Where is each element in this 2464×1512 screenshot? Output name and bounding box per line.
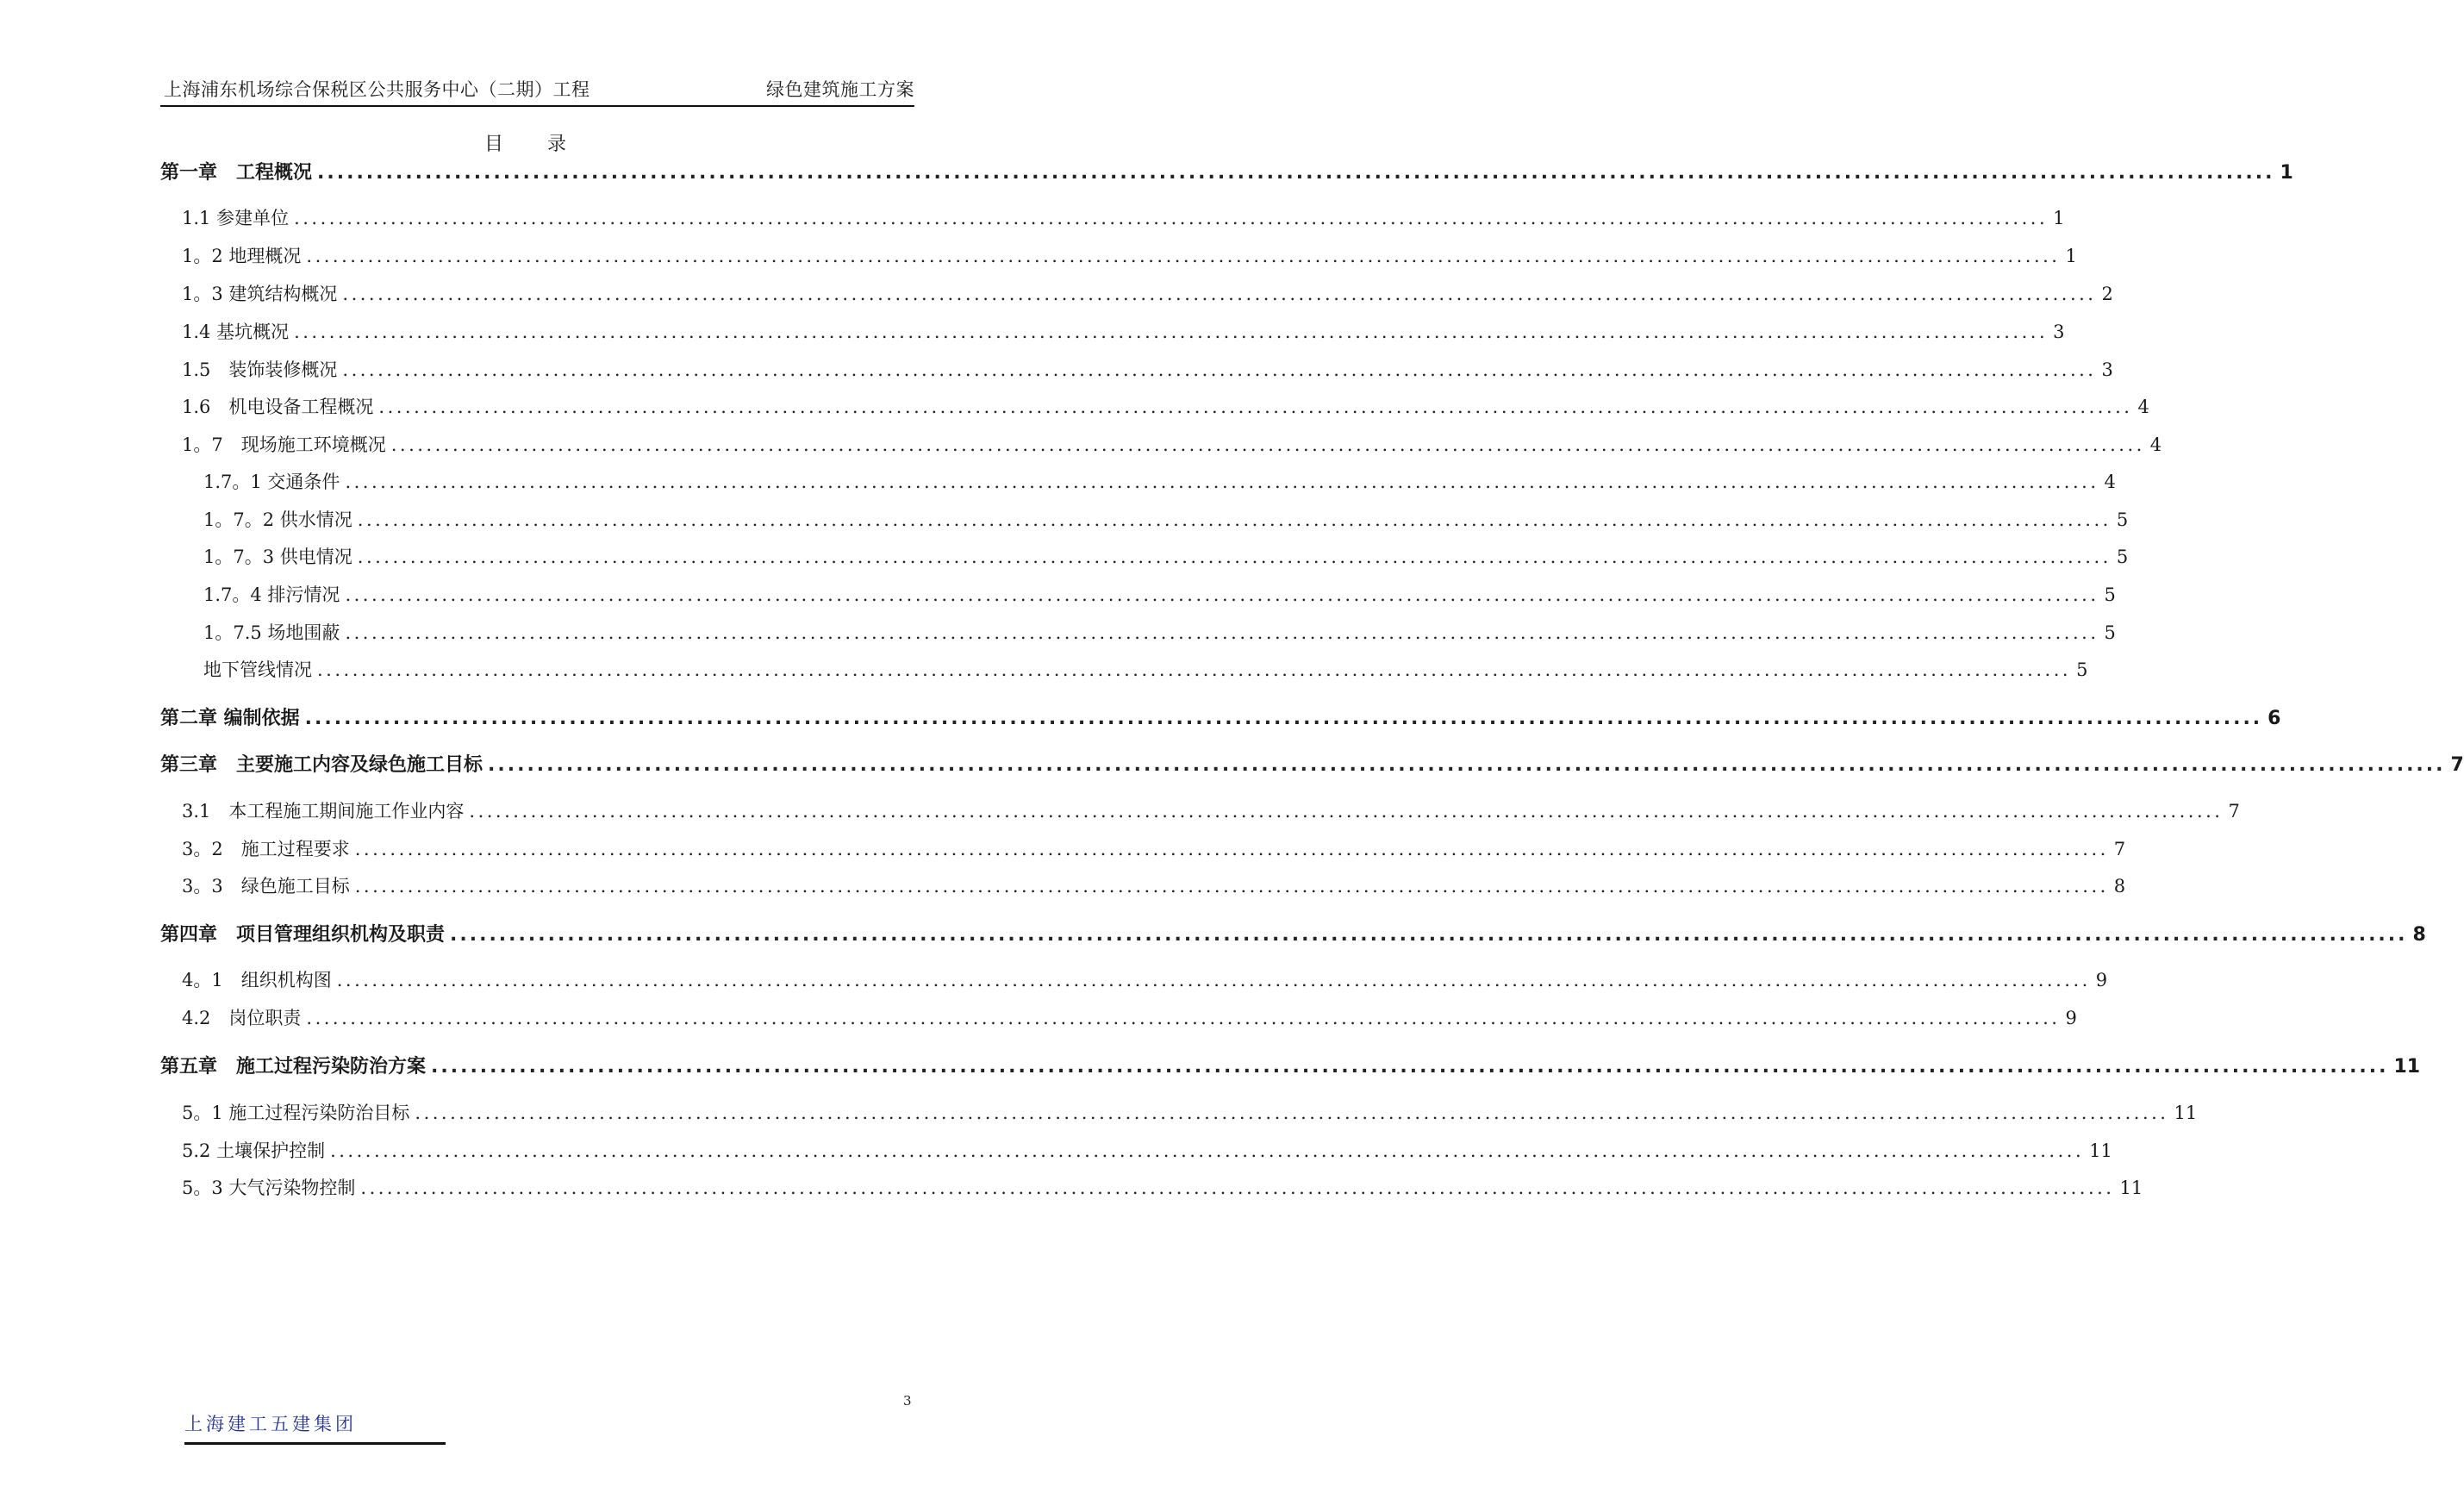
header-project-title: 上海浦东机场综合保税区公共服务中心（二期）工程 [164, 79, 590, 100]
toc-section-entry[interactable] [182, 835, 2126, 863]
toc-leader-dots: ........................................................................................................................................................................................................ [415, 1103, 2169, 1123]
footer-company-name: 上海建工五建集团 [184, 1414, 357, 1434]
toc-leader-dots: ........................................................................................................................................................................................................ [317, 659, 2072, 680]
toc-entry-page-number: 8 [2412, 924, 2426, 946]
toc-section-entry[interactable] [182, 1099, 2198, 1127]
toc-leader-dots: ........................................................................................................................................................................................................ [469, 801, 2224, 822]
toc-entry-page-number: 7 [2450, 754, 2464, 776]
toc-entry-label: 1.6 机电设备工程概况 [182, 397, 374, 417]
toc-entry-label: 1。3 建筑结构概况 [182, 284, 338, 304]
toc-section-entry[interactable] [182, 318, 2065, 346]
toc-entry-page-number: 5 [2116, 509, 2129, 530]
toc-section-entry[interactable] [182, 393, 2149, 421]
toc-entry-page-number: 5 [2104, 622, 2116, 643]
toc-leader-dots: ........................................................................................................................................................................................................ [345, 584, 2099, 605]
toc-entry-page-number: 4 [2104, 472, 2116, 492]
toc-entry-page-number: 5 [2116, 547, 2129, 567]
toc-leader-dots: ........................................................................................................................................................................................................ [294, 322, 2049, 342]
toc-entry-label: 第五章 施工过程污染防治方案 [160, 1056, 427, 1078]
toc-entry-label: 5。1 施工过程污染防治目标 [182, 1103, 410, 1123]
toc-chapter-entry[interactable] [160, 1052, 2421, 1079]
toc-section-entry[interactable] [182, 966, 2108, 994]
toc-section-entry[interactable] [182, 797, 2240, 825]
toc-entry-label: 第二章 编制依据 [160, 708, 300, 729]
toc-section-entry[interactable] [182, 280, 2113, 308]
toc-leader-dots: ........................................................................................................................................................................................................ [354, 876, 2109, 897]
toc-entry-label: 1。2 地理概况 [182, 246, 302, 266]
toc-section-entry[interactable] [182, 204, 2065, 232]
toc-leader-dots: ........................................................................................................................................................................................................ [306, 1008, 2061, 1028]
toc-entry-label: 1。7。2 供水情况 [203, 509, 352, 530]
toc-chapter-entry[interactable] [160, 750, 2464, 778]
toc-section-entry[interactable] [182, 1004, 2077, 1032]
page-header [160, 74, 914, 107]
toc-entry-page-number: 1 [2053, 208, 2065, 228]
toc-section-entry[interactable] [182, 356, 2113, 384]
toc-entry-page-number: 1 [2280, 162, 2293, 184]
toc-entry-page-number: 6 [2268, 708, 2281, 729]
toc-entry-page-number: 11 [2393, 1056, 2421, 1078]
toc-leader-dots: ........................................................................................................................................................................................................ [317, 162, 2275, 184]
toc-entry-label: 1.7。4 排污情况 [203, 584, 340, 605]
toc-entry-label: 1。7。3 供电情况 [203, 547, 352, 567]
toc-leader-dots: ........................................................................................................................................................................................................ [357, 547, 2112, 567]
toc-leader-dots: ........................................................................................................................................................................................................ [345, 472, 2099, 492]
toc-entry-page-number: 9 [2065, 1008, 2077, 1028]
toc-leader-dots: ........................................................................................................................................................................................................ [378, 397, 2133, 417]
toc-leader-dots: ........................................................................................................................................................................................................ [357, 509, 2112, 530]
toc-entry-label: 4。1 组织机构图 [182, 970, 332, 990]
toc-entry-page-number: 11 [2174, 1103, 2198, 1123]
toc-entry-page-number: 4 [2137, 397, 2149, 417]
toc-entry-page-number: 3 [2053, 322, 2065, 342]
toc-entry-label: 1.1 参建单位 [182, 208, 290, 228]
toc-entry-label: 5.2 土壤保护控制 [182, 1140, 326, 1161]
toc-entry-label: 第四章 项目管理组织机构及职责 [160, 924, 446, 946]
toc-chapter-entry[interactable] [160, 920, 2426, 947]
toc-leader-dots: ........................................................................................................................................................................................................ [342, 359, 2097, 380]
toc-entry-page-number: 11 [2119, 1178, 2143, 1198]
header-document-title: 绿色建筑施工方案 [766, 79, 914, 100]
toc-entry-label: 3。2 施工过程要求 [182, 839, 350, 859]
toc-heading: 目 录 [484, 134, 585, 155]
toc-entry-label: 第一章 工程概况 [160, 162, 313, 184]
toc-entry-page-number: 5 [2104, 584, 2116, 605]
toc-entry-page-number: 3 [2101, 359, 2113, 380]
toc-entry-label: 1。7.5 场地围蔽 [203, 622, 340, 643]
toc-leader-dots: ........................................................................................................................................................................................................ [360, 1178, 2115, 1198]
toc-leader-dots: ........................................................................................................................................................................................................ [342, 284, 2097, 304]
toc-section-entry[interactable] [203, 581, 2116, 609]
toc-entry-page-number: 11 [2089, 1140, 2112, 1161]
toc-section-entry[interactable] [182, 1174, 2143, 1202]
toc-section-entry[interactable] [182, 1137, 2112, 1165]
footer-underline [184, 1442, 446, 1445]
toc-leader-dots: ........................................................................................................................................................................................................ [336, 970, 2091, 990]
toc-entry-label: 5。3 大气污染物控制 [182, 1178, 356, 1198]
toc-leader-dots: ........................................................................................................................................................................................................ [450, 924, 2408, 946]
toc-entry-page-number: 4 [2149, 434, 2162, 455]
toc-entry-label: 第三章 主要施工内容及绿色施工目标 [160, 754, 483, 776]
toc-entry-page-number: 7 [2113, 839, 2126, 859]
toc-leader-dots: ........................................................................................................................................................................................................ [294, 208, 2049, 228]
toc-section-entry[interactable] [203, 468, 2116, 496]
toc-leader-dots: ........................................................................................................................................................................................................ [304, 708, 2263, 729]
toc-section-entry[interactable] [203, 506, 2129, 534]
toc-section-entry[interactable] [182, 872, 2126, 900]
toc-leader-dots: ........................................................................................................................................................................................................ [345, 622, 2099, 643]
toc-entry-label: 1。7 现场施工环境概况 [182, 434, 386, 455]
toc-entry-page-number: 1 [2065, 246, 2077, 266]
toc-leader-dots: ........................................................................................................................................................................................................ [306, 246, 2061, 266]
toc-section-entry[interactable] [182, 242, 2077, 270]
toc-entry-page-number: 9 [2095, 970, 2108, 990]
toc-entry-label: 1.4 基坑概况 [182, 322, 290, 342]
toc-entry-page-number: 8 [2113, 876, 2126, 897]
page-number: 3 [903, 1393, 912, 1409]
toc-section-entry[interactable] [182, 431, 2162, 459]
toc-section-entry[interactable] [203, 543, 2129, 571]
toc-leader-dots: ........................................................................................................................................................................................................ [390, 434, 2145, 455]
toc-entry-label: 地下管线情况 [203, 659, 312, 680]
toc-section-entry[interactable] [203, 656, 2088, 684]
toc-chapter-entry[interactable] [160, 703, 2281, 731]
toc-leader-dots: ........................................................................................................................................................................................................ [431, 1056, 2389, 1078]
toc-leader-dots: ........................................................................................................................................................................................................ [488, 754, 2446, 776]
toc-leader-dots: ........................................................................................................................................................................................................ [330, 1140, 2085, 1161]
toc-chapter-entry[interactable] [160, 158, 2293, 185]
toc-entry-page-number: 5 [2076, 659, 2088, 680]
toc-entry-label: 3.1 本工程施工期间施工作业内容 [182, 801, 465, 822]
toc-leader-dots: ........................................................................................................................................................................................................ [354, 839, 2109, 859]
toc-entry-page-number: 2 [2101, 284, 2113, 304]
toc-entry-label: 1.5 装饰装修概况 [182, 359, 338, 380]
toc-section-entry[interactable] [203, 619, 2116, 647]
toc-entry-label: 3。3 绿色施工目标 [182, 876, 350, 897]
toc-entry-page-number: 7 [2228, 801, 2240, 822]
toc-entry-label: 1.7。1 交通条件 [203, 472, 340, 492]
toc-entry-label: 4.2 岗位职责 [182, 1008, 302, 1028]
